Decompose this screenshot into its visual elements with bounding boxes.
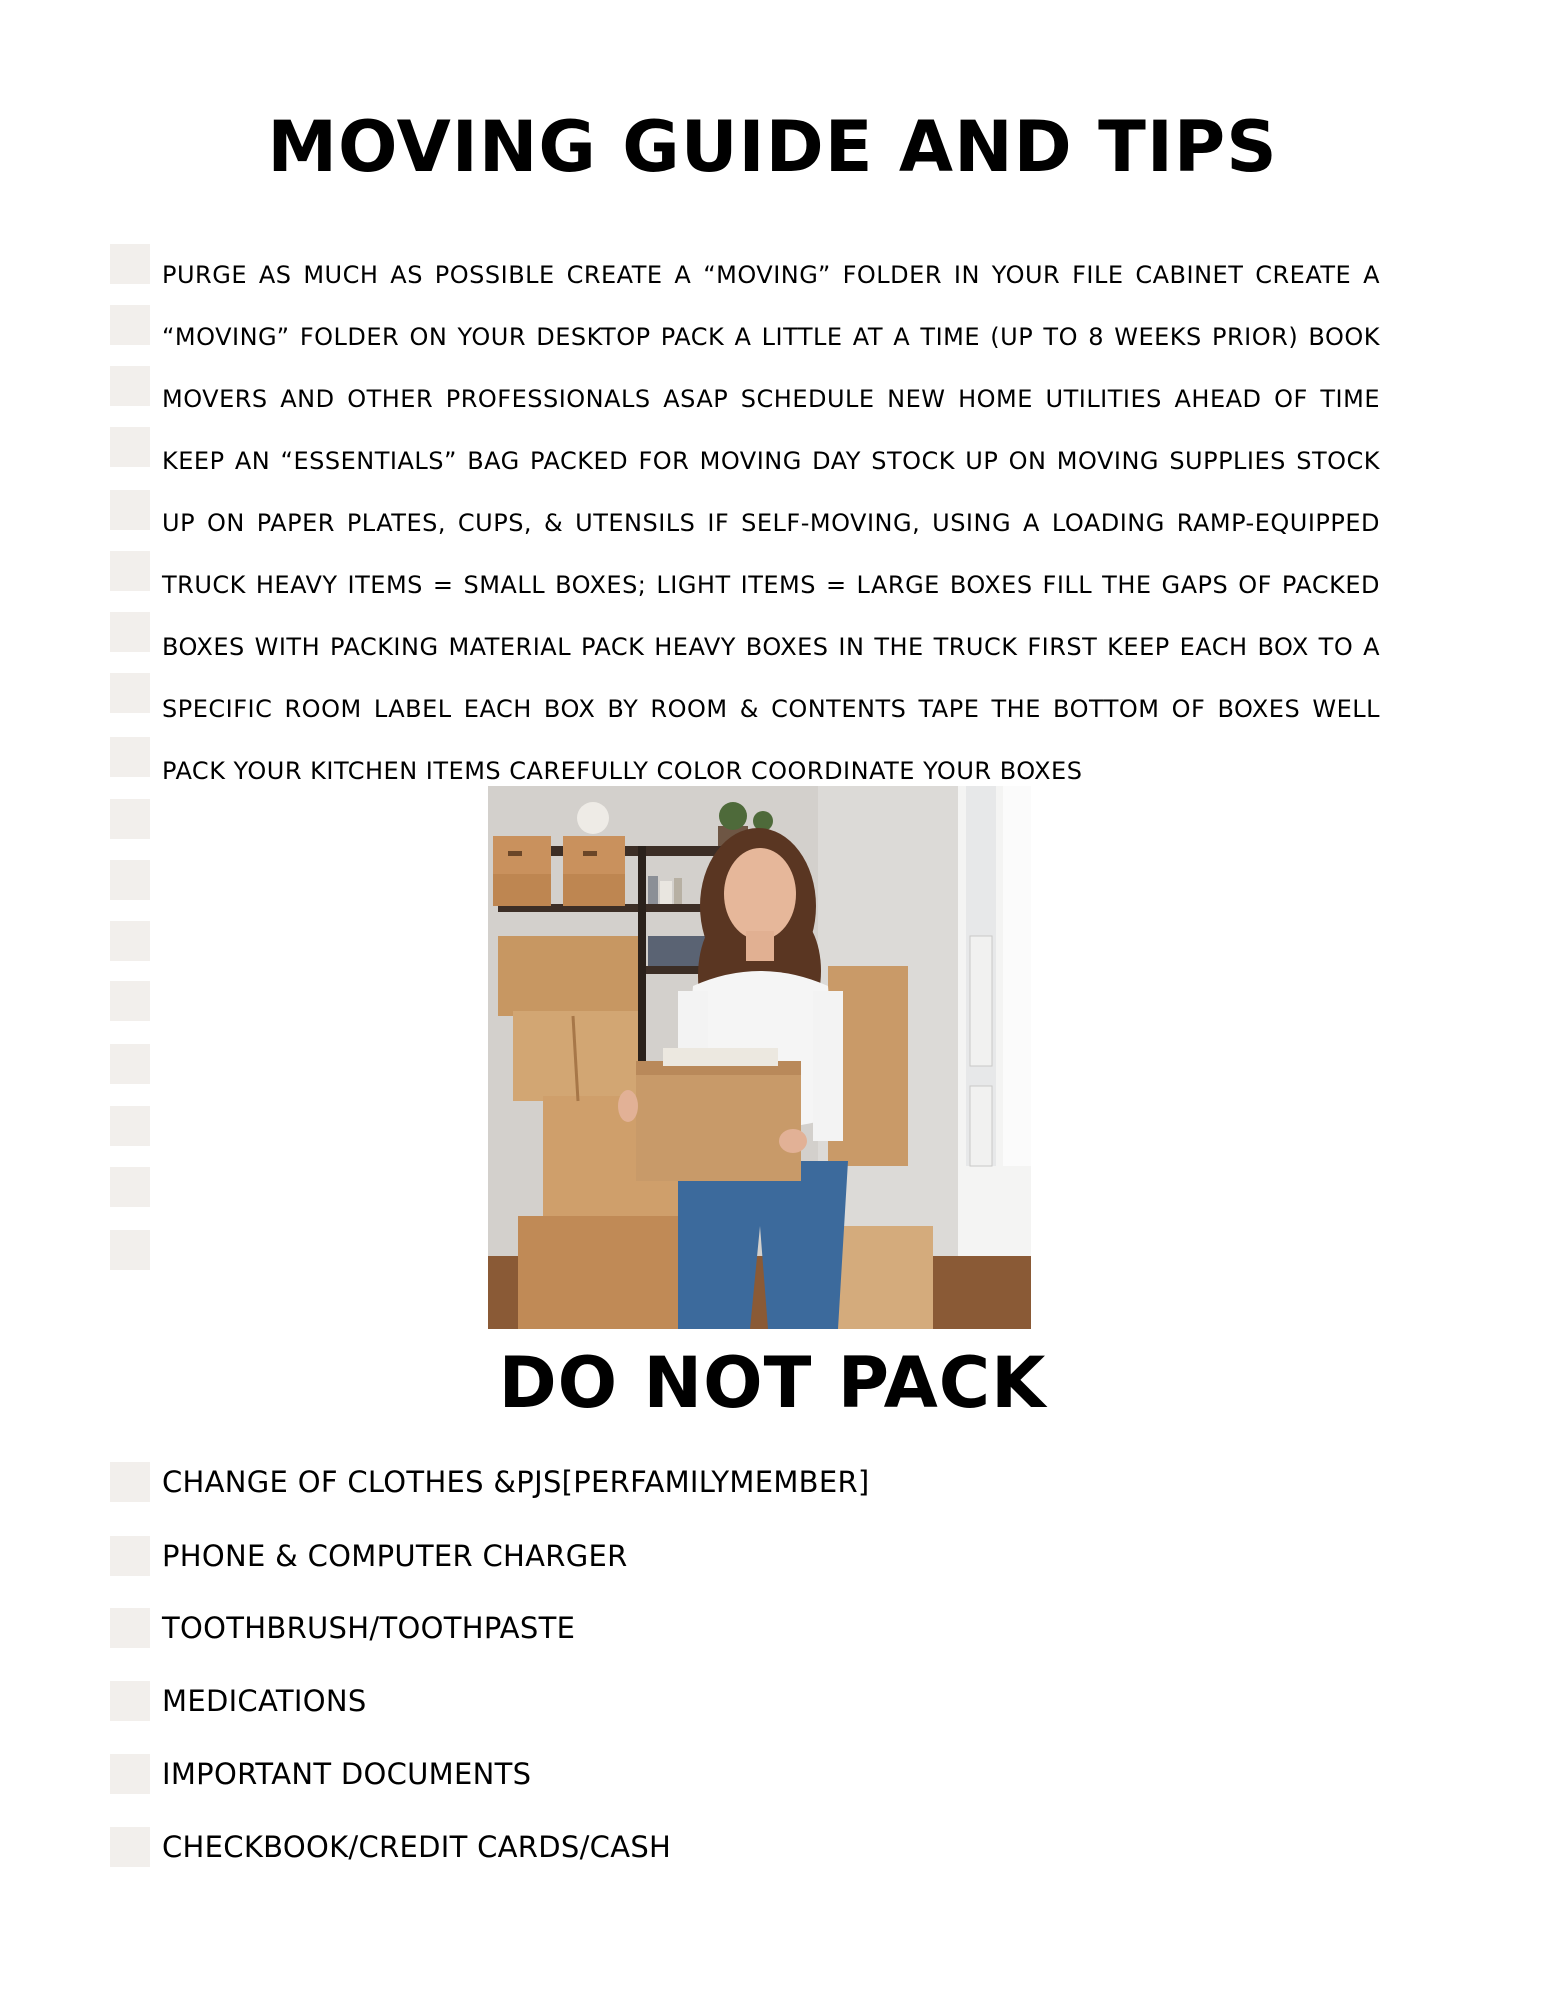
- checkbox[interactable]: [110, 490, 150, 530]
- do-not-pack-item: PHONE & COMPUTER CHARGER: [162, 1539, 628, 1573]
- checkbox[interactable]: [110, 1462, 150, 1502]
- checkbox[interactable]: [110, 1608, 150, 1648]
- checkbox[interactable]: [110, 673, 150, 713]
- checkbox[interactable]: [110, 1536, 150, 1576]
- do-not-pack-item: MEDICATIONS: [162, 1684, 367, 1718]
- do-not-pack-item: TOOTHBRUSH/TOOTHPASTE: [162, 1611, 576, 1645]
- do-not-pack-item: CHANGE OF CLOTHES &PJS[PERFAMILYMEMBER]: [162, 1465, 870, 1499]
- checkbox[interactable]: [110, 612, 150, 652]
- checkbox[interactable]: [110, 366, 150, 406]
- checkbox[interactable]: [110, 1167, 150, 1207]
- checkbox[interactable]: [110, 1230, 150, 1270]
- page-title: MOVING GUIDE AND TIPS: [267, 106, 1278, 188]
- moving-tips-text: PURGE AS MUCH AS POSSIBLE CREATE A “MOVING” FOLDER IN YOUR FILE CABINET CREATE A “MOVING” FOLDER ON YOUR DESKTOP PACK A LITTLE AT A TIME (UP TO 8 WEEKS PRIOR) BOOK MOVERS AND OTHER PROFESSIONALS ASAP SCHEDULE NEW HOME UTILITIES AHEAD OF TIME KEEP AN “ESSENTIALS” BAG PACKED FOR MOVING DAY STOCK UP ON MOVING SUPPLIES STOCK UP ON PAPER PLATES, CUPS, & UTENSILS IF SELF-MOVING, USING A LOADING RAMP-EQUIPPED TRUCK HEAVY ITEMS = SMALL BOXES; LIGHT ITEMS = LARGE BOXES FILL THE GAPS OF PACKED BOXES WITH PACKING MATERIAL PACK HEAVY BOXES IN THE TRUCK FIRST KEEP EACH BOX TO A SPECIFIC ROOM LABEL EACH BOX BY ROOM & CONTENTS TAPE THE BOTTOM OF BOXES WELL PACK YOUR KITCHEN ITEMS CAREFULLY COLOR COORDINATE YOUR BOXES: [162, 261, 1380, 785]
- checkbox[interactable]: [110, 1106, 150, 1146]
- checkbox[interactable]: [110, 1754, 150, 1794]
- do-not-pack-item: IMPORTANT DOCUMENTS: [162, 1757, 532, 1791]
- checkbox[interactable]: [110, 1044, 150, 1084]
- checkbox[interactable]: [110, 981, 150, 1021]
- checkbox[interactable]: [110, 427, 150, 467]
- checkbox[interactable]: [110, 860, 150, 900]
- checkbox[interactable]: [110, 1681, 150, 1721]
- checkbox[interactable]: [110, 244, 150, 284]
- checkbox[interactable]: [110, 551, 150, 591]
- checkbox[interactable]: [110, 305, 150, 345]
- checkbox[interactable]: [110, 799, 150, 839]
- checkbox[interactable]: [110, 921, 150, 961]
- checkbox[interactable]: [110, 737, 150, 777]
- do-not-pack-item: CHECKBOOK/CREDIT CARDS/CASH: [162, 1830, 672, 1864]
- do-not-pack-title: DO NOT PACK: [498, 1342, 1047, 1424]
- checkbox[interactable]: [110, 1827, 150, 1867]
- woman-holding-moving-box-photo: [488, 786, 1031, 1329]
